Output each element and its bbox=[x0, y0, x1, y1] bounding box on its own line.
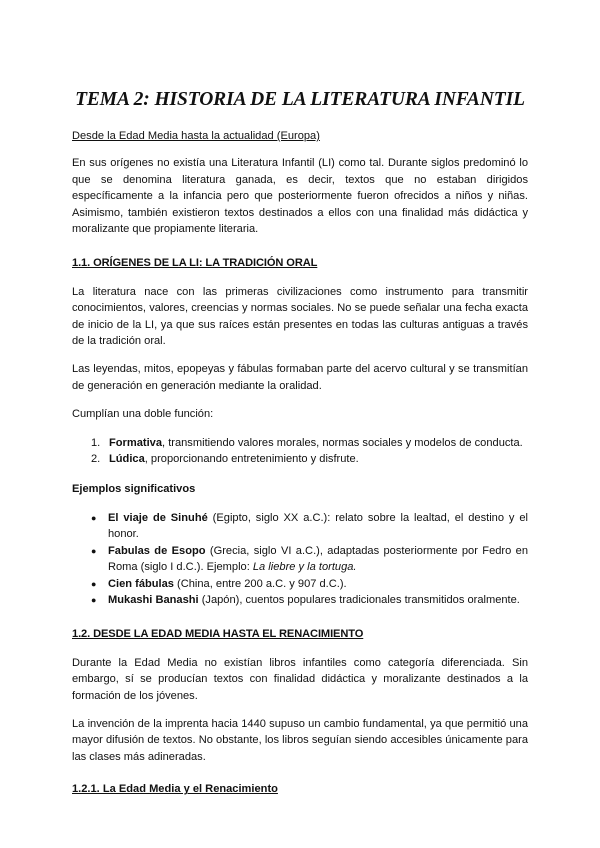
list-italic: La liebre y la tortuga. bbox=[252, 561, 357, 574]
list-term: Mukashi Banashi bbox=[108, 593, 199, 606]
list-term: Fabulas de Esopo bbox=[108, 544, 206, 557]
paragraph: Cumplían una doble función: bbox=[72, 408, 214, 421]
intro-paragraph: En sus orígenes no existía una Literatura Infantil (LI) como tal. Durante siglos predominó lo que se denomina literatura ganada, es decir, textos que no estaban dirigidos específicamente a la infancia pero que posteriormente fueron ofrecidos a niños y niñas. Asimismo, también existieron textos destinados a ellos con una finalidad más didáctica y moralizante que propiamente literaria. bbox=[72, 157, 528, 236]
subsection-heading: 1.2.1. La Edad Media y el Renacimiento bbox=[72, 783, 278, 796]
document-subtitle: Desde la Edad Media hasta la actualidad (Europa) bbox=[72, 130, 320, 142]
list-text: (China, entre 200 a.C. y 907 d.C.). bbox=[173, 577, 347, 590]
list-text: (Egipto, siglo XX a.C.): relato sobre la lealtad, el destino y el honor. bbox=[108, 511, 528, 541]
list-term: Cien fábulas bbox=[108, 577, 174, 590]
list-item bbox=[91, 435, 528, 451]
list-item bbox=[91, 451, 528, 467]
bullet-icon: ● bbox=[91, 512, 97, 523]
list-number: 1. bbox=[91, 436, 101, 449]
bullet-icon: ● bbox=[91, 578, 97, 589]
list-item bbox=[91, 510, 528, 543]
paragraph: Las leyendas, mitos, epopeyas y fábulas formaban parte del acervo cultural y se transmitían de generación en generación mediante la oralidad. bbox=[72, 363, 528, 392]
list-text: (Grecia, siglo VI a.C.), adaptadas posteriormente por Fedro en Roma (siglo I d.C.). Ejemplo: bbox=[108, 544, 528, 574]
list-term: Formativa bbox=[109, 436, 163, 449]
list-term: El viaje de Sinuhé bbox=[108, 511, 208, 524]
list-item bbox=[91, 576, 528, 592]
list-item bbox=[91, 543, 528, 576]
functions-list bbox=[72, 435, 528, 468]
paragraph: Durante la Edad Media no existían libros infantiles como categoría diferenciada. Sin embargo, sí se producían textos con finalidad didáctica y moralizante destinados a la formación de los jóvenes. bbox=[72, 656, 528, 702]
list-number: 2. bbox=[91, 453, 101, 466]
paragraph: La invención de la imprenta hacia 1440 supuso un cambio fundamental, ya que permitió una mayor difusión de textos. No obstante, los libros seguían siendo accesibles únicamente para las clases más adineradas. bbox=[72, 717, 528, 763]
list-text: , proporcionando entretenimiento y disfrute. bbox=[144, 453, 359, 466]
examples-list bbox=[72, 510, 528, 608]
bullet-icon: ● bbox=[91, 594, 97, 605]
list-text: , transmitiendo valores morales, normas sociales y modelos de conducta. bbox=[162, 436, 523, 449]
examples-title: Ejemplos significativos bbox=[72, 482, 196, 495]
list-item bbox=[91, 592, 528, 608]
list-text: (Japón), cuentos populares tradicionales transmitidos oralmente. bbox=[198, 593, 520, 606]
bullet-icon: ● bbox=[91, 545, 97, 556]
paragraph: La literatura nace con las primeras civilizaciones como instrumento para transmitir conocimientos, valores, creencias y normas sociales. No se puede señalar una fecha exacta de inicio de la LI, ya que sus raíces están presentes en todas las culturas antiguas a través de la tradición oral. bbox=[72, 285, 528, 348]
section-heading-origins: 1.1. ORÍGENES DE LA LI: LA TRADICIÓN ORAL bbox=[72, 257, 318, 270]
list-term: Lúdica bbox=[109, 453, 145, 466]
document-title: TEMA 2: HISTORIA DE LA LITERATURA INFANTIL bbox=[75, 89, 525, 110]
section-heading-middle-ages: 1.2. DESDE LA EDAD MEDIA HASTA EL RENACIMIENTO bbox=[72, 628, 364, 641]
